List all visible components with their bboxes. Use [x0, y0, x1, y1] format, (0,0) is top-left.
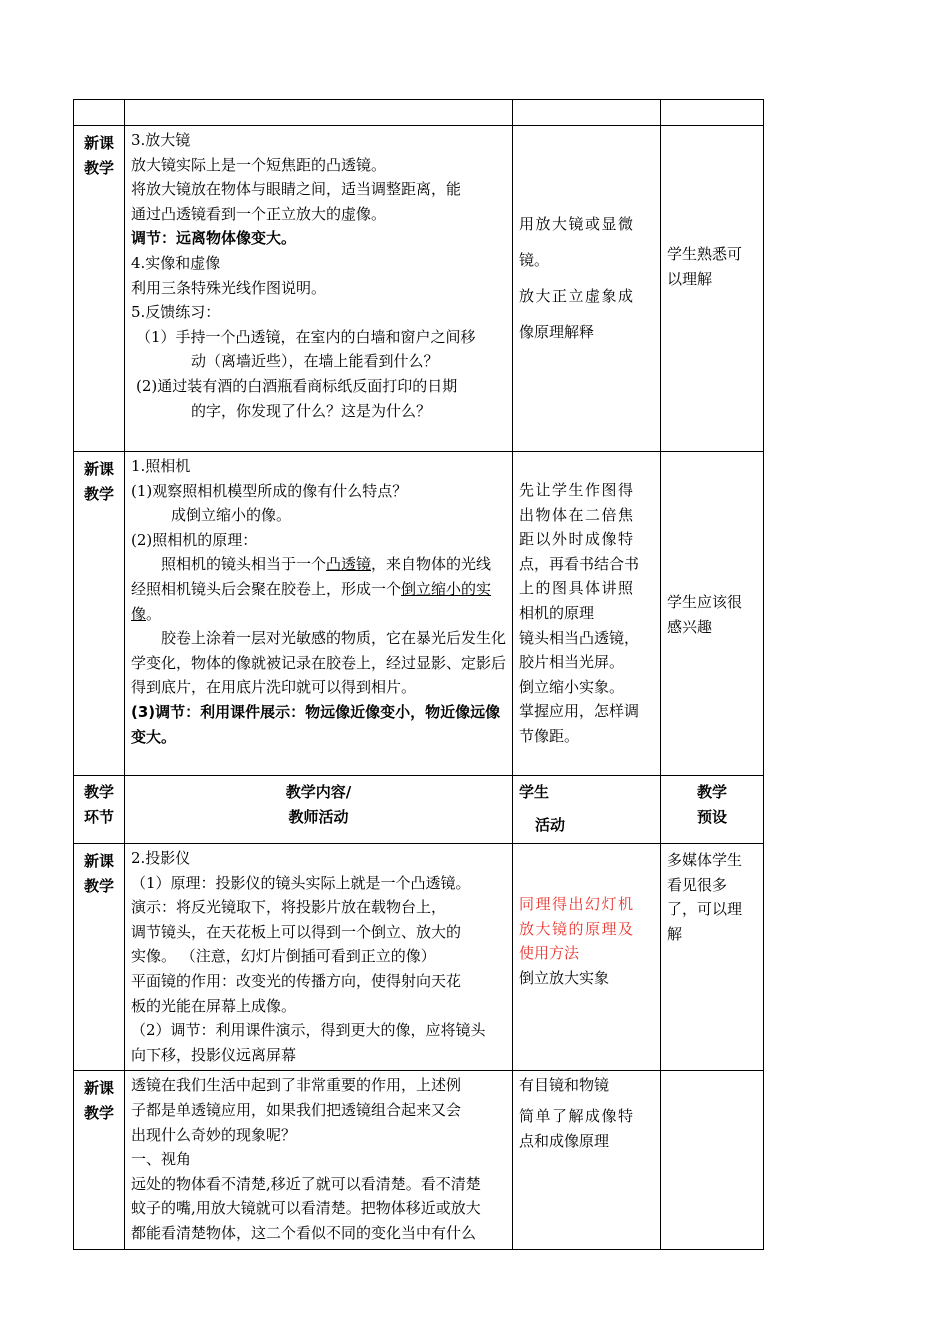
content-line: 利用三条特殊光线作图说明。 — [131, 278, 327, 297]
teacher-content-cell — [125, 126, 513, 452]
student-activity-cell: 先让学生作图得 出物体在二倍焦 距以外时成像特 点，再看书结合书 上的图具体讲照 相机的原理 镜头相当凸透镜， 胶片相当光屏。 倒立缩小实象。 掌握应用，怎样调 节像距。 — [513, 452, 661, 776]
content-line: 将放大镜放在物体与眼睛之间，适当调整距离，能 — [131, 180, 462, 199]
table-row-camera — [74, 452, 764, 776]
preset-cell — [661, 1071, 764, 1249]
cell-empty — [661, 100, 764, 126]
content-line: 4.实像和虚像 — [131, 253, 221, 272]
content-line: 3.放大镜 — [131, 131, 191, 149]
table-row-magnifier — [74, 126, 764, 452]
cell-empty — [513, 100, 661, 126]
teacher-content-cell: 透镜在我们生活中起到了非常重要的作用，上述例 子都是单透镜应用，如果我们把透镜组合起来又会 出现什么奇妙的现象呢？ 一、视角 远处的物体看不清楚,移近了就可以看清楚。看不清楚 蚊子的嘴,用放大镜就可以看清楚。把物体移近或放大 都能看清楚物体，这二个看似不同的变化当中有什么 — [125, 1071, 513, 1249]
lesson-plan-table — [73, 99, 764, 1250]
preset-cell: 学生应该很 感兴趣 — [661, 452, 764, 776]
cell-empty — [74, 100, 125, 126]
table-row-empty — [74, 100, 764, 126]
header-cell-content: 教学内容/ 教师活动 — [125, 776, 513, 844]
table-row-projector — [74, 844, 764, 1071]
header-cell-student: 学生 活动 — [513, 776, 661, 844]
table-row-visual-angle — [74, 1071, 764, 1249]
section-label: 新课 教学 — [74, 844, 125, 1071]
section-label: 新课 教学 — [74, 452, 125, 776]
content-line: (2)通过装有酒的白酒瓶看商标纸反面打印的日期 — [136, 376, 458, 395]
content-line: 的字，你发现了什么？这是为什么？ — [191, 401, 432, 420]
header-cell-preset: 教学 预设 — [661, 776, 764, 844]
student-activity-cell: 同理得出幻灯机 放大镜的原理及 使用方法 倒立放大实象 — [513, 844, 661, 1071]
preset-cell: 多媒体学生 看见很多 了，可以理 解 — [661, 844, 764, 1071]
content-line-bold: (3)调节：利用课件展示：物远像近像变小，物近像远像变大。 — [131, 702, 501, 746]
camera-principle-paragraph: 照相机的镜头相当于一个凸透镜，来自物体的光线经照相机镜头后会聚在胶卷上，形成一个倒立缩小的实像。 — [131, 555, 492, 623]
content-line: 5.反馈练习： — [131, 303, 221, 322]
table-header-row — [74, 776, 764, 844]
section-label: 新课 教学 — [74, 126, 125, 452]
section-label: 新课 教学 — [74, 1071, 125, 1249]
student-activity-cell: 有目镜和物镜 简单了解成像特 点和成像原理 — [513, 1071, 661, 1249]
cell-empty — [125, 100, 513, 126]
content-line: 动（离墙近些），在墙上能看到什么？ — [191, 352, 439, 371]
teacher-content-cell: 2.投影仪 （1）原理：投影仪的镜头实际上就是一个凸透镜。 演示：将反光镜取下，将投影片放在载物台上， 调节镜头，在天花板上可以得到一个倒立、放大的 实像。 （注意，幻灯片倒插可看到正立的像） 平面镜的作用：改变光的传播方向，使得射向天花 板的光能在屏幕上成像。 （2）调节：利用课件演示，得到更大的像，应将镜头 向下移，投影仪远离屏幕 — [125, 844, 513, 1071]
teacher-content-cell: 1.照相机 (1)观察照相机模型所成的像有什么特点？ 成倒立缩小的像。 (2)照相机的原理： 照相机的镜头相当于一个凸透镜，来自物体的光线经照相机镜头后会聚在胶卷上，形成一个倒立缩小的实像。 胶卷上涂着一层对光敏感的物质，它在暴光后发生化学变化，物体的像就被记录在胶卷上，经过显影、定影后得到底片，在用底片洗印就可以得到相片。 (3)调节：利用课件展示：物远像近像变小，物近像远像变大。 — [125, 452, 513, 776]
content-line: （1）手持一个凸透镜，在室内的白墙和窗户之间移 — [136, 327, 476, 346]
film-paragraph: 胶卷上涂着一层对光敏感的物质，它在暴光后发生化学变化，物体的像就被记录在胶卷上，经过显影、定影后得到底片，在用底片洗印就可以得到相片。 — [131, 629, 507, 697]
content-line: 放大镜实际上是一个短焦距的凸透镜。 — [131, 155, 387, 174]
student-activity-cell: 用放大镜或显微 镜。 放大正立虚象成 像原理解释 — [513, 126, 661, 452]
content-line-bold: 调节：远离物体像变大。 — [131, 229, 297, 248]
content-line: 通过凸透镜看到一个正立放大的虚像。 — [131, 204, 387, 223]
preset-cell: 学生熟悉可 以理解 — [661, 126, 764, 452]
header-cell-stage: 教学 环节 — [74, 776, 125, 844]
